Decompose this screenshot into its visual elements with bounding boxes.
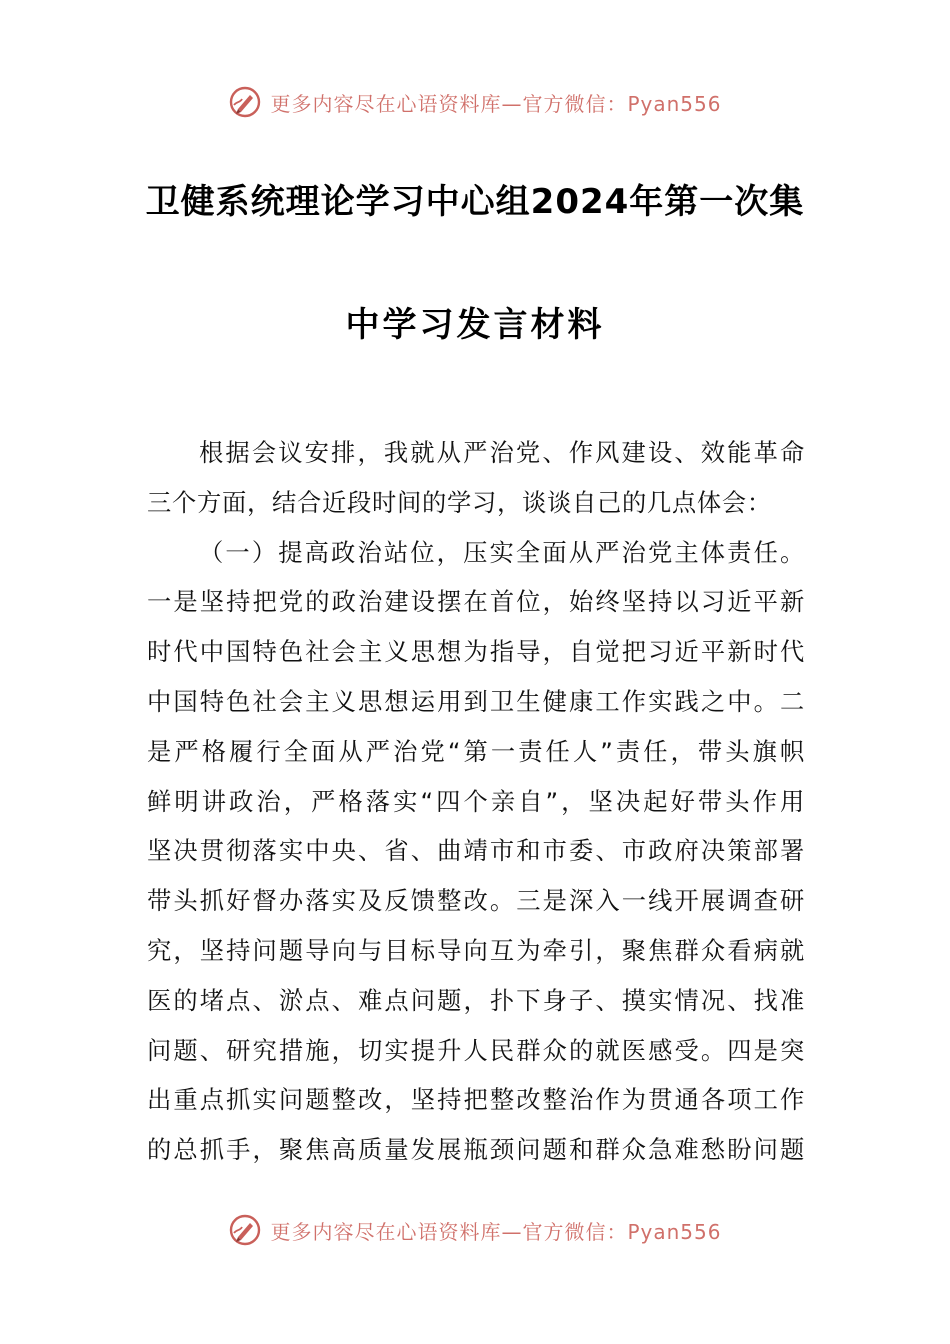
watermark-text: 更多内容尽在心语资料库—官方微信：Pyan556 <box>270 1219 722 1244</box>
body-line: 问题、研究措施，切实提升人民群众的就医感受。四是突 <box>147 1035 805 1065</box>
body-line: 坚决贯彻落实中央、省、曲靖市和市委、市政府决策部署 <box>147 836 805 866</box>
body-line: 一是坚持把党的政治建设摆在首位，始终坚持以习近平新 <box>147 587 805 617</box>
body-line: 出重点抓实问题整改，坚持把整改整治作为贯通各项工作 <box>147 1085 805 1115</box>
document-body <box>147 428 805 1175</box>
body-line: 医的堵点、淤点、难点问题，扑下身子、摸实情况、找准 <box>147 985 805 1015</box>
body-line: 根据会议安排，我就从严治党、作风建设、效能革命 <box>199 438 805 467</box>
body-line: （一）提高政治站位，压实全面从严治党主体责任。 <box>199 537 805 567</box>
body-line: 中国特色社会主义思想运用到卫生健康工作实践之中。二 <box>147 686 805 716</box>
header-watermark <box>0 82 950 122</box>
document-title-line-1: 卫健系统理论学习中心组2024年第一次集 <box>145 182 805 222</box>
footer-watermark <box>0 1210 950 1250</box>
pen-logo-icon <box>228 85 262 119</box>
body-line: 究，坚持问题导向与目标导向互为牵引，聚焦群众看病就 <box>147 935 805 965</box>
body-line: 是严格履行全面从严治党“第一责任人”责任，带头旗帜 <box>147 736 805 766</box>
body-line: 鲜明讲政治，严格落实“四个亲自”，坚决起好带头作用 <box>147 786 805 816</box>
document-title-line-2: 中学习发言材料 <box>345 305 605 345</box>
watermark-text: 更多内容尽在心语资料库—官方微信：Pyan556 <box>270 91 722 116</box>
body-line: 三个方面，结合近段时间的学习，谈谈自己的几点体会： <box>147 487 772 517</box>
body-line: 的总抓手，聚焦高质量发展瓶颈问题和群众急难愁盼问题 <box>147 1135 805 1165</box>
body-line: 带头抓好督办落实及反馈整改。三是深入一线开展调查研 <box>147 886 805 916</box>
body-line: 时代中国特色社会主义思想为指导，自觉把习近平新时代 <box>147 637 805 667</box>
pen-logo-icon <box>228 1213 262 1247</box>
